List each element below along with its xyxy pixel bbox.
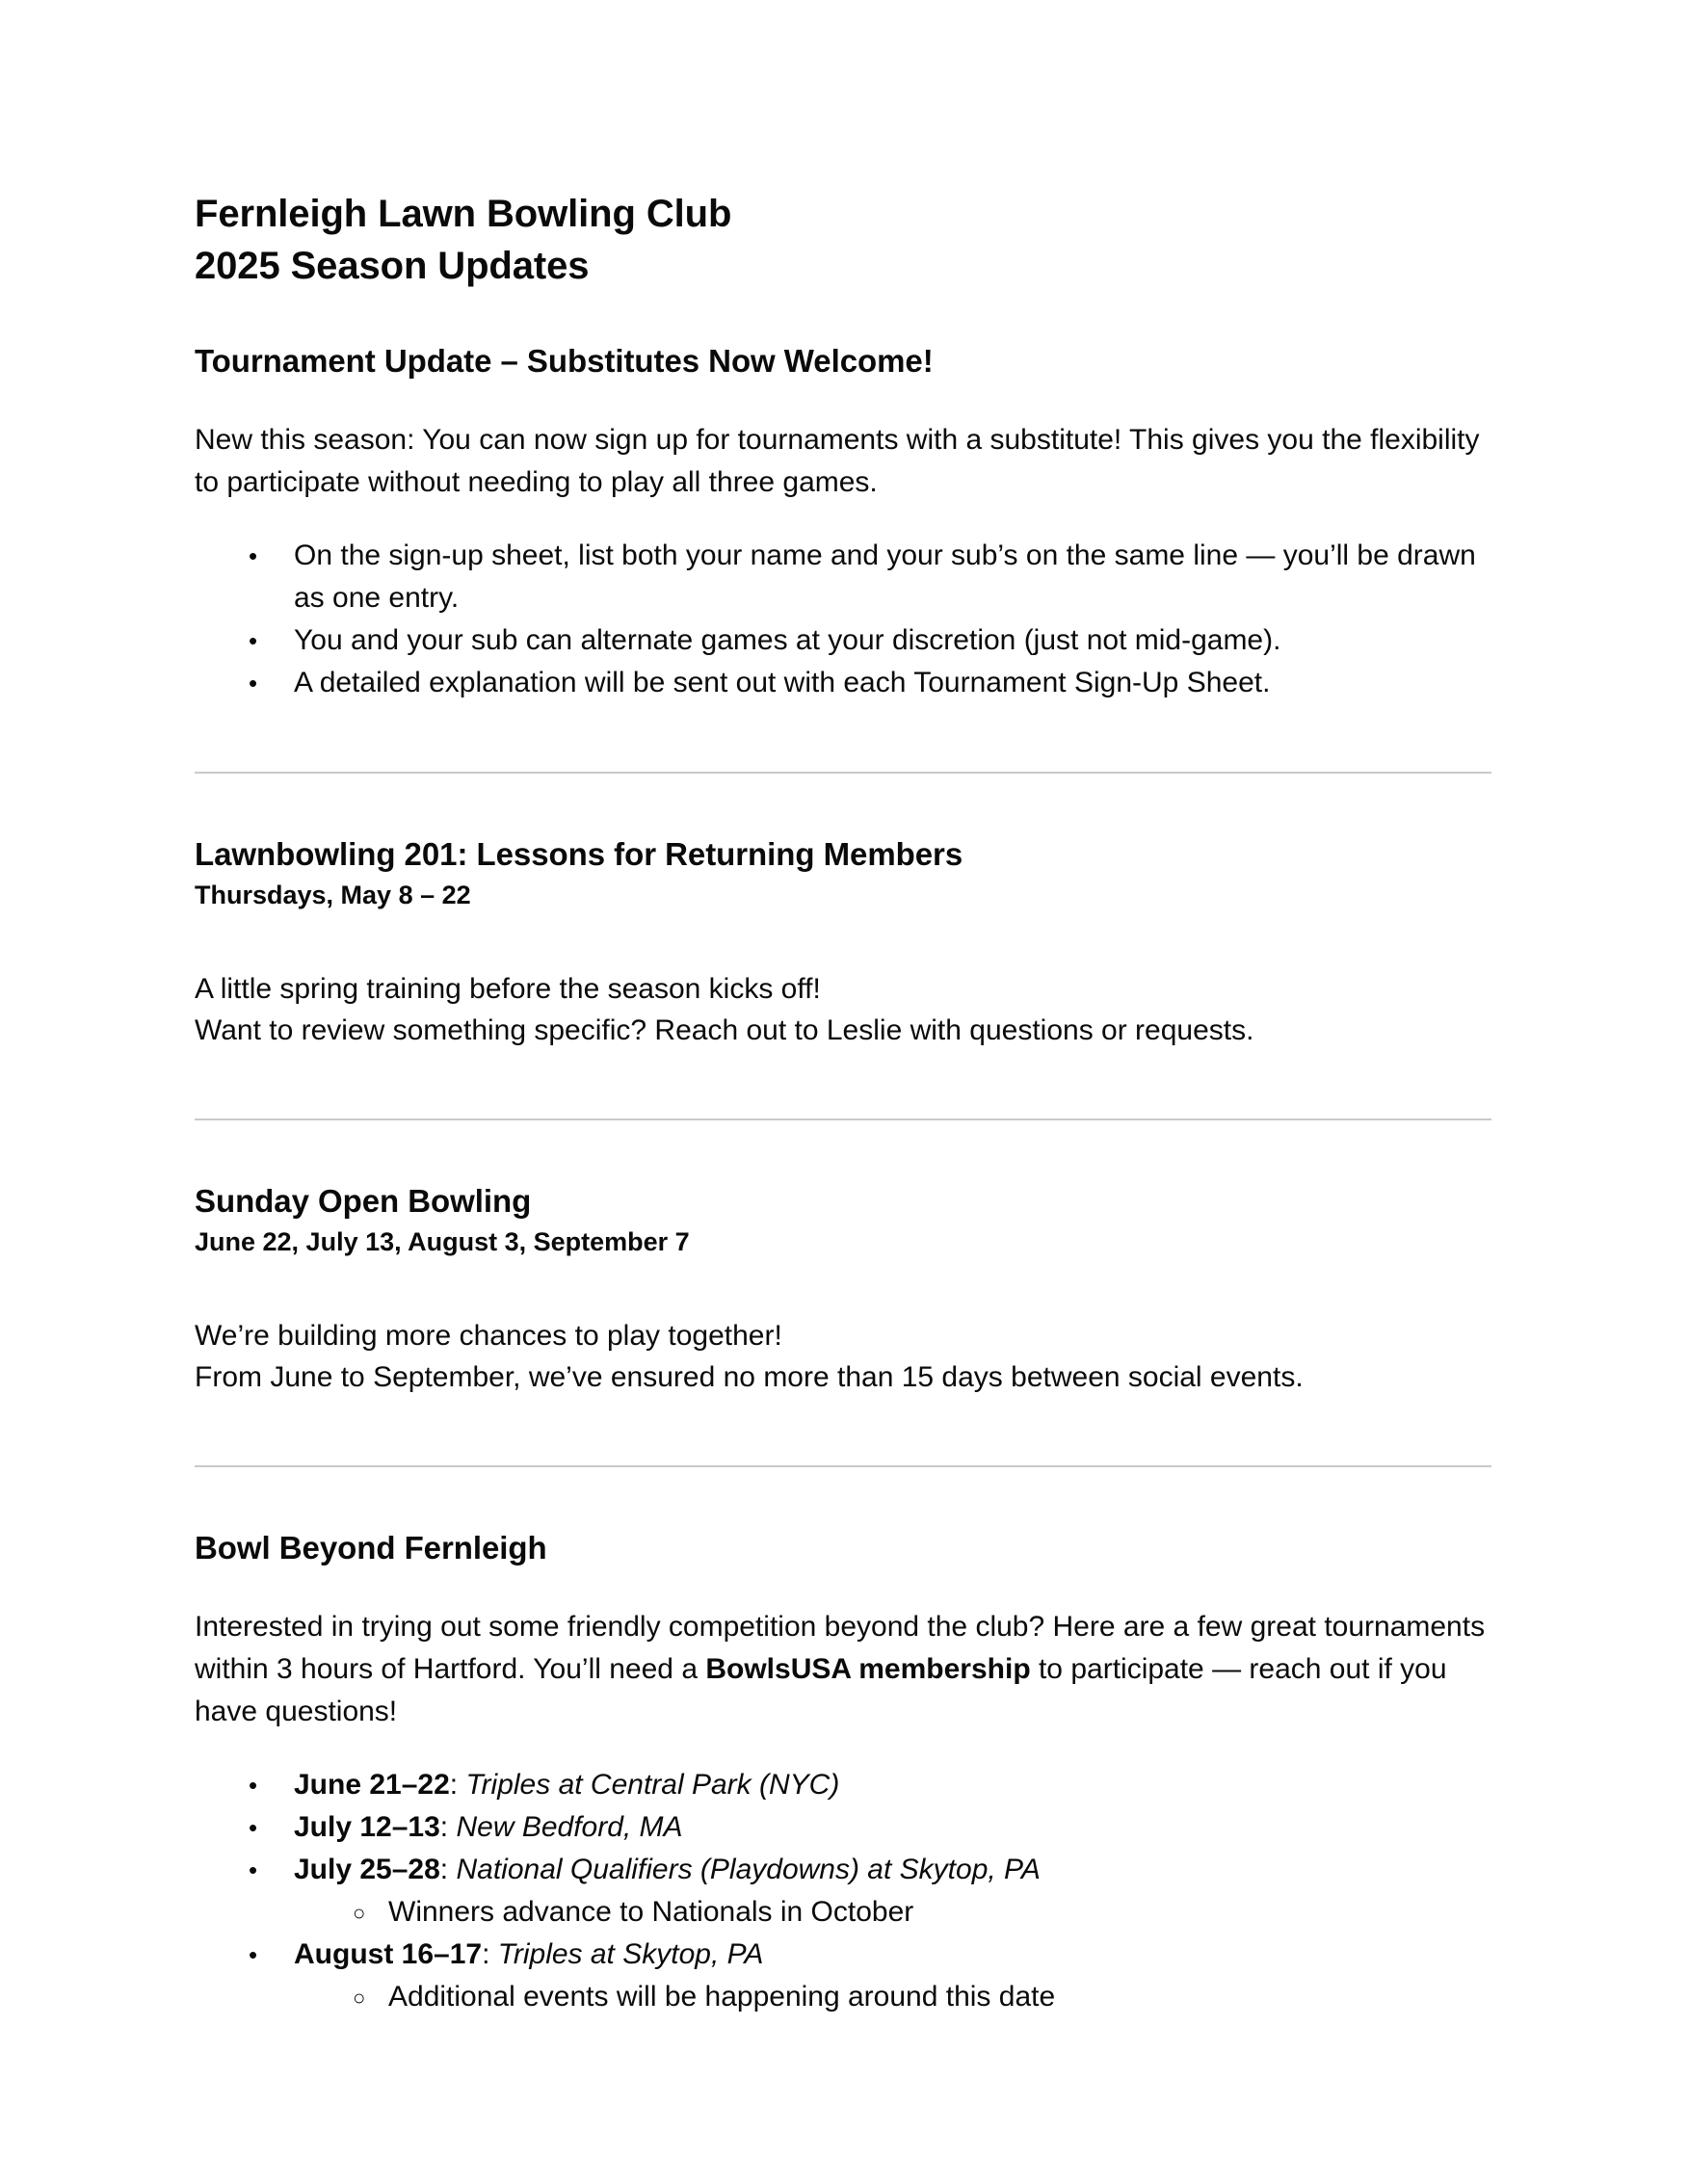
list-item-text: Winners advance to Nationals in October — [388, 1896, 914, 1928]
section-heading-tournament-update: Tournament Update – Substitutes Now Welcome! — [195, 343, 934, 379]
sub-bullet-marker-icon — [353, 1976, 365, 2020]
list-item-text: A detailed explanation will be sent out with each Tournament Sign-Up Sheet. — [294, 667, 1271, 698]
event-date: July 25–28 — [294, 1854, 440, 1885]
bullet-marker-icon — [249, 1764, 268, 1806]
section-bowl-beyond-fernleigh — [195, 1527, 1491, 2018]
section-heading-sunday-open-bowling: Sunday Open Bowling — [195, 1183, 532, 1219]
spacer — [195, 292, 1491, 340]
list-item — [195, 662, 1491, 704]
section-sunday-open-bowling — [195, 1180, 1491, 1398]
document-body — [195, 188, 1491, 2018]
spacer — [195, 774, 1491, 833]
intro-text-part-1: Interested in trying out some friendly competition beyond the club? Here are a few great tournaments within 3 hours of Hartford. You’ll need a — [195, 1611, 1486, 1685]
bowl-beyond-subnote-list-1 — [195, 1891, 1491, 1934]
list-item-text: Additional events will be happening around this date — [388, 1981, 1056, 2013]
intro-text-part-2: to participate — reach out if you have questions! — [195, 1653, 1447, 1727]
list-item — [195, 1849, 1491, 1891]
spacer — [195, 382, 1491, 419]
event-separator: : — [439, 1811, 457, 1843]
spacer — [195, 1398, 1491, 1465]
event-venue: National Qualifiers (Playdowns) at Skytop, PA — [456, 1854, 1041, 1885]
sub-bullet-marker-icon — [353, 1891, 365, 1935]
event-venue: Triples at Skytop, PA — [497, 1938, 764, 1970]
tournament-update-paragraph: New this season: You can now sign up for tournaments with a substitute! This gives you the flexibility to participate without needing to play all three games. — [195, 424, 1480, 498]
event-date: July 12–13 — [294, 1811, 440, 1843]
bullet-marker-icon — [249, 619, 268, 662]
list-item-text: On the sign-up sheet, list both your name and your sub’s on the same line — you’ll be drawn as one entry. — [294, 539, 1476, 614]
event-venue: Triples at Central Park (NYC) — [465, 1769, 840, 1801]
list-item — [195, 1764, 1491, 1806]
spacer — [195, 504, 1491, 535]
section-lawnbowling-201 — [195, 833, 1491, 1051]
lawnbowling-201-line-2: Want to review something specific? Reach out to Leslie with questions or requests. — [195, 1014, 1254, 1046]
list-item — [195, 1934, 1491, 1976]
section-tournament-update — [195, 340, 1491, 704]
list-item — [195, 1806, 1491, 1849]
list-item — [195, 535, 1491, 619]
bullet-marker-icon — [249, 535, 268, 577]
bullet-marker-icon — [249, 1806, 268, 1849]
list-item-text: You and your sub can alternate games at your discretion (just not mid-game). — [294, 624, 1281, 656]
spacer — [195, 1467, 1491, 1527]
event-separator: : — [439, 1854, 457, 1885]
page-title — [195, 188, 1491, 292]
tournament-update-bullet-list — [195, 535, 1491, 704]
spacer — [195, 1261, 1491, 1315]
event-date: June 21–22 — [294, 1769, 450, 1801]
spacer — [195, 1733, 1491, 1764]
event-separator: : — [482, 1938, 498, 1970]
event-separator: : — [449, 1769, 466, 1801]
bowl-beyond-subnote-list-2 — [195, 1976, 1491, 2018]
section-subheading-lawnbowling-201: Thursdays, May 8 – 22 — [195, 881, 471, 909]
bullet-marker-icon — [249, 662, 268, 704]
list-item — [195, 619, 1491, 662]
sunday-open-bowling-line-2: From June to September, we’ve ensured no more than 15 days between social events. — [195, 1361, 1304, 1393]
title-line-club: Fernleigh Lawn Bowling Club — [195, 193, 732, 235]
bowl-beyond-intro-paragraph — [195, 1606, 1491, 1733]
list-item — [195, 1976, 1491, 2018]
event-venue: New Bedford, MA — [456, 1811, 683, 1843]
section-subheading-sunday-open-bowling: June 22, July 13, August 3, September 7 — [195, 1227, 690, 1256]
bowlsusa-membership-emphasis: BowlsUSA membership — [705, 1653, 1031, 1685]
bullet-marker-icon — [249, 1934, 268, 1976]
bowl-beyond-event-list — [195, 1764, 1491, 1891]
spacer — [195, 1120, 1491, 1180]
spacer — [195, 1569, 1491, 1606]
spacer — [195, 914, 1491, 968]
title-line-season: 2025 Season Updates — [195, 245, 590, 287]
bullet-marker-icon — [249, 1849, 268, 1891]
lawnbowling-201-line-1: A little spring training before the season kicks off! — [195, 973, 821, 1005]
sunday-open-bowling-line-1: We’re building more chances to play together! — [195, 1320, 782, 1352]
bowl-beyond-event-list-continued — [195, 1934, 1491, 1976]
section-heading-lawnbowling-201: Lawnbowling 201: Lessons for Returning Members — [195, 836, 963, 872]
event-date: August 16–17 — [294, 1938, 483, 1970]
spacer — [195, 1051, 1491, 1118]
section-heading-bowl-beyond-fernleigh: Bowl Beyond Fernleigh — [195, 1530, 547, 1566]
list-item — [195, 1891, 1491, 1934]
spacer — [195, 704, 1491, 772]
